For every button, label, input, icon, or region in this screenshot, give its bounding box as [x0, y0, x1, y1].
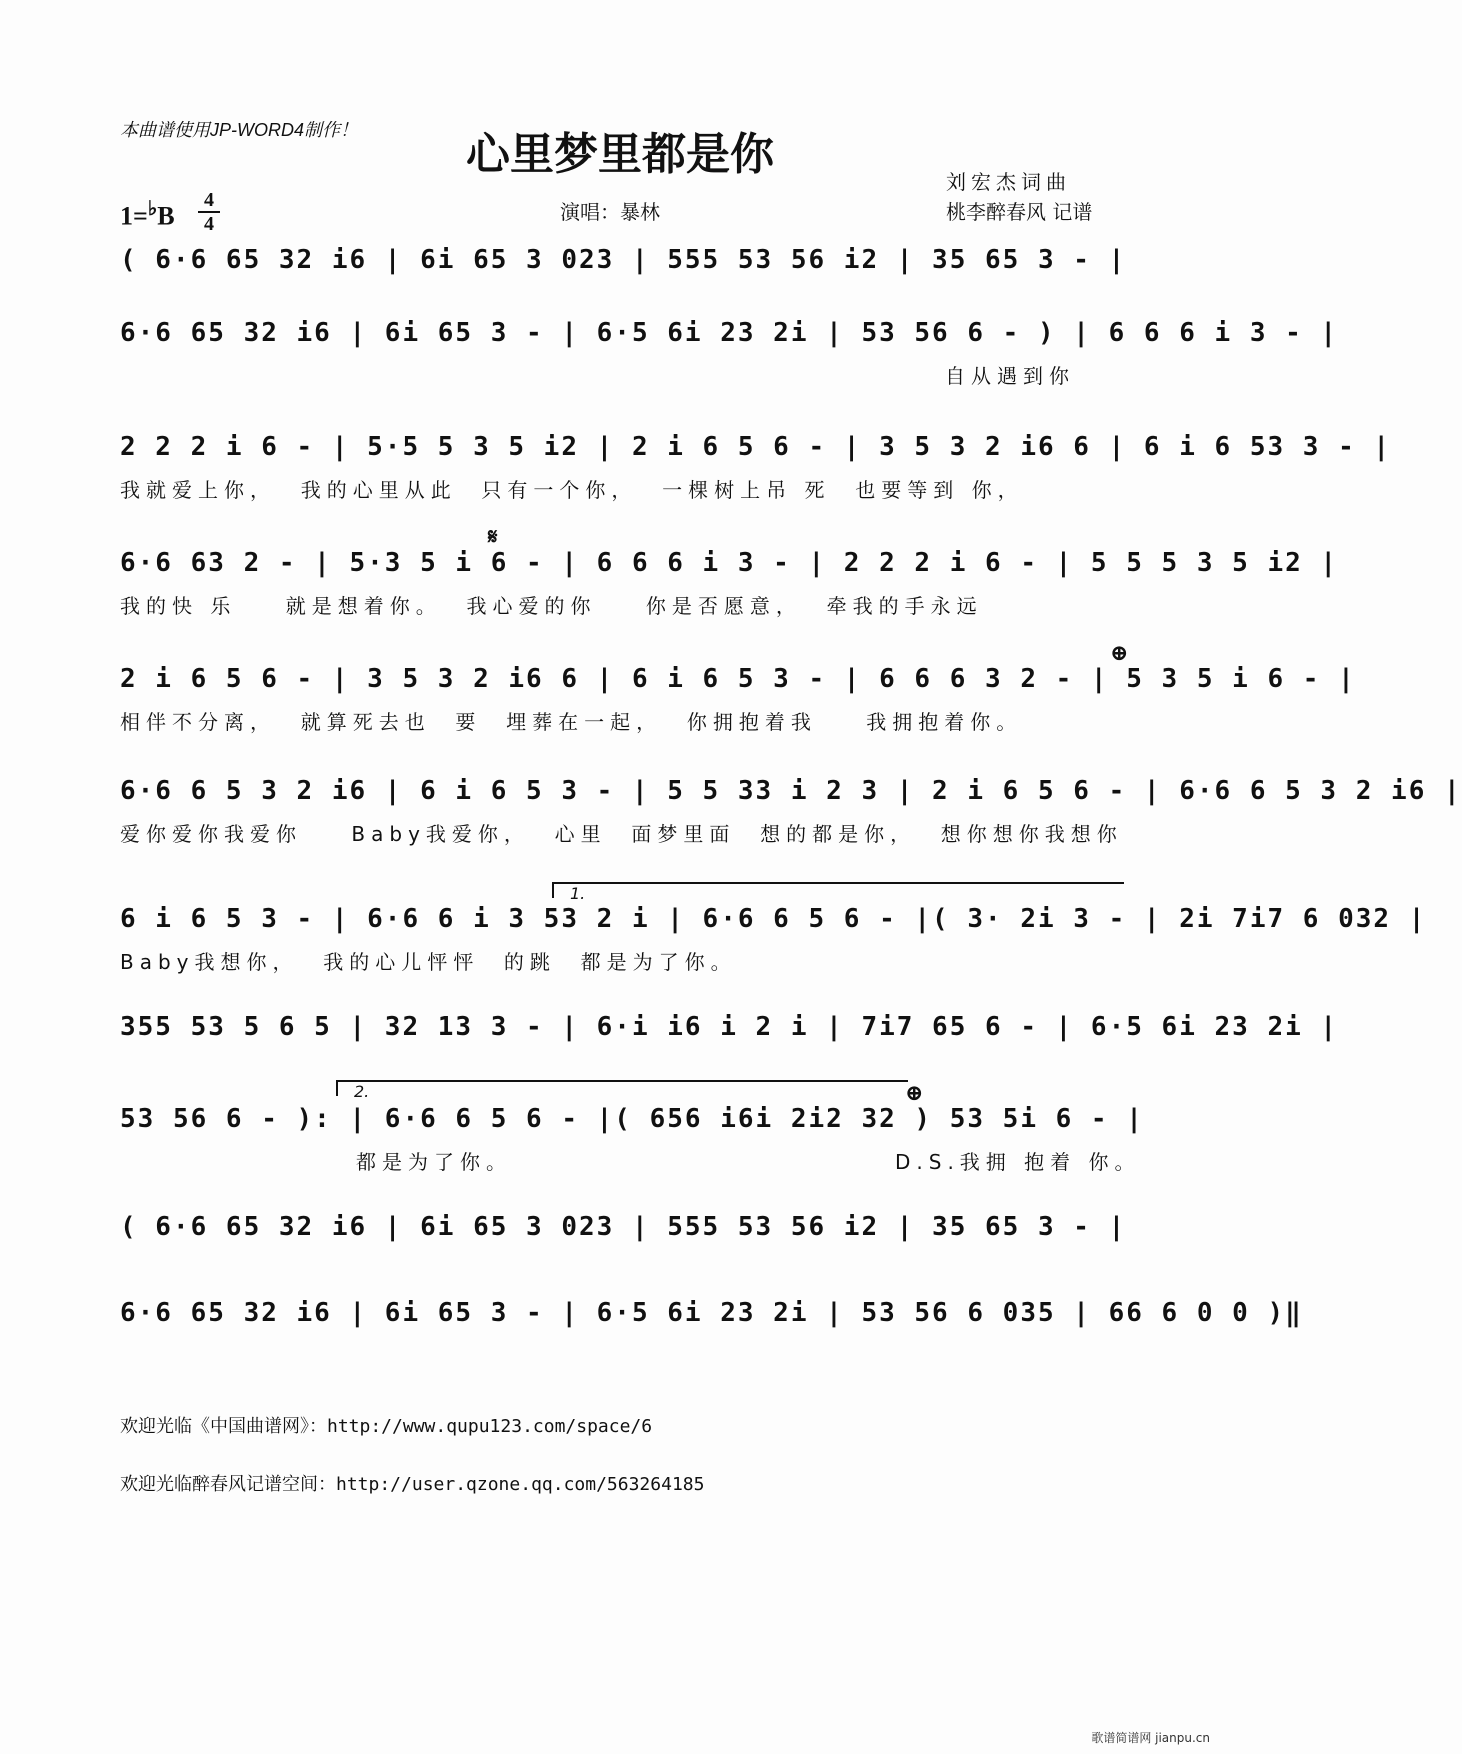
first-ending-label: 1.: [570, 884, 586, 903]
score-notes: 53 56 6 - ): | 6·6 6 5 6 - |( 656 i6i 2i2 32 ) 53 5i 6 - |: [120, 1104, 1144, 1134]
second-ending-label: 2.: [354, 1082, 370, 1101]
score-line: [120, 245, 1125, 295]
score-notes: 6·6 63 2 - | 5·3 5 i 6 - | 6 6 6 i 3 - | 2 2 2 i 6 - | 5 5 5 3 5 i2 |: [120, 548, 1339, 578]
score-notes: 2 2 2 i 6 - | 5·5 5 3 5 i2 | 2 i 6 5 6 - | 3 5 3 2 i6 6 | 6 i 6 53 3 - |: [120, 432, 1392, 462]
score-line: [120, 1212, 1125, 1262]
coda-sign: ⊕: [905, 1080, 924, 1106]
key-signature: [120, 196, 175, 232]
lyrics-line: 我的快 乐 就是想着你。 我心爱的你 你是否愿意， 牵我的手永远: [120, 594, 983, 618]
score-line: [120, 1298, 1303, 1348]
made-with-note: 本曲谱使用JP-WORD4制作！: [120, 120, 358, 140]
footer-link-qupu: 欢迎光临《中国曲谱网》：http://www.qupu123.com/space/6: [120, 1416, 653, 1437]
segno-sign: 𝄋: [488, 524, 498, 550]
song-title: 心里梦里都是你: [466, 129, 774, 180]
score-notes: 2 i 6 5 6 - | 3 5 3 2 i6 6 | 6 i 6 5 3 - | 6 6 6 3 2 - | 5 3 5 i 6 - |: [120, 664, 1356, 694]
footer-link-qzone: 欢迎光临醉春风记谱空间：http://user.qzone.qq.com/563264185: [120, 1474, 705, 1495]
score-notes: ( 6·6 65 32 i6 | 6i 65 3 023 | 555 53 56 i2 | 35 65 3 - |: [120, 1212, 1127, 1242]
score-notes: 355 53 5 6 5 | 32 13 3 - | 6·i i6 i 2 i | 7i7 65 6 - | 6·5 6i 23 2i |: [120, 1012, 1339, 1042]
time-signature: [198, 190, 220, 234]
time-signature-top: 4: [204, 189, 214, 211]
lyrics-line: 自从遇到你: [945, 364, 1075, 388]
lyrics-line: 爱你爱你我爱你 Baby我爱你， 心里 面梦里面 想的都是你， 想你想你我想你: [120, 822, 1123, 846]
transcriber-credit: 桃李醉春风 记谱: [946, 200, 1093, 224]
score-notes: ( 6·6 65 32 i6 | 6i 65 3 023 | 555 53 56 i2 | 35 65 3 - |: [120, 245, 1127, 275]
lyrics-line: D.S.我拥 抱着 你。: [895, 1150, 1141, 1174]
lyrics-line: 相伴不分离， 就算死去也 要 埋葬在一起， 你拥抱着我 我拥抱着你。: [120, 710, 1023, 734]
first-ending-bracket: [552, 882, 1124, 903]
score-notes: 6·6 65 32 i6 | 6i 65 3 - | 6·5 6i 23 2i | 53 56 6 035 | 66 6 0 0 )‖: [120, 1298, 1303, 1328]
coda-sign: ⊕: [1110, 640, 1129, 666]
key-note: B: [157, 201, 175, 231]
time-signature-bottom: 4: [204, 213, 214, 235]
score-line: [120, 1012, 1339, 1062]
flat-sign: ♭: [147, 198, 158, 220]
second-ending-bracket: [336, 1080, 908, 1101]
key-prefix: 1=: [120, 201, 148, 231]
score-notes: 6·6 65 32 i6 | 6i 65 3 - | 6·5 6i 23 2i | 53 56 6 - ) | 6 6 6 i 3 - |: [120, 318, 1339, 348]
watermark: 歌谱简谱网 jianpu.cn: [1091, 1731, 1210, 1745]
composer-credit: 刘宏杰词曲: [946, 170, 1071, 194]
lyrics-line: 都是为了你。: [356, 1150, 512, 1174]
singer-credit: 演唱：暴林: [560, 200, 660, 224]
lyrics-line: Baby我想你， 我的心儿怦怦 的跳 都是为了你。: [120, 950, 737, 974]
score-notes: 6 i 6 5 3 - | 6·6 6 i 3 53 2 i | 6·6 6 5 6 - |( 3· 2i 3 - | 2i 7i7 6 032 |: [120, 904, 1427, 934]
score-notes: 6·6 6 5 3 2 i6 | 6 i 6 5 3 - | 5 5 33 i 2 3 | 2 i 6 5 6 - | 6·6 6 5 3 2 i6 |: [120, 776, 1462, 806]
lyrics-line: 我就爱上你， 我的心里从此 只有一个你， 一棵树上吊 死 也要等到 你，: [120, 478, 1024, 502]
